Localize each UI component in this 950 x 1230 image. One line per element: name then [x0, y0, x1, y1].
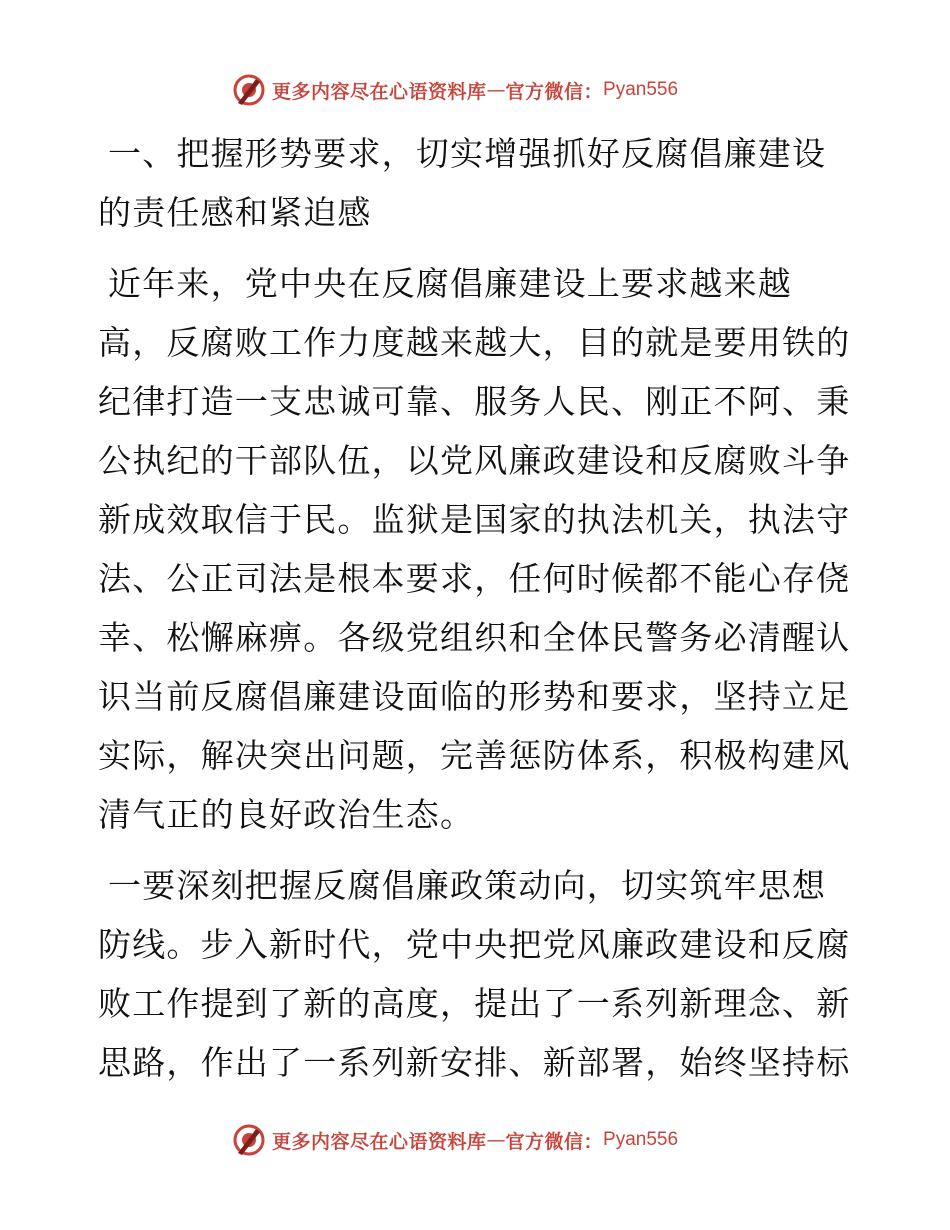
- paragraph-line: 公执纪的干部队伍，以党风廉政建设和反腐败斗争: [98, 441, 851, 480]
- heading-line: 一、把握形势要求，切实增强抓好反腐倡廉建设: [108, 134, 827, 173]
- paragraph-line: 近年来，党中央在反腐倡廉建设上要求越来越: [108, 264, 792, 303]
- paragraph-line: 思路，作出了一系列新安排、新部署，始终坚持标: [98, 1043, 851, 1082]
- paragraph-line: 一要深刻把握反腐倡廉政策动向，切实筑牢思想: [108, 866, 827, 905]
- paragraph-line: 识当前反腐倡廉建设面临的形势和要求，坚持立足: [98, 677, 851, 716]
- paragraph-line: 清气正的良好政治生态。: [98, 795, 475, 834]
- paragraph-line: 实际，解决突出问题，完善惩防体系，积极构建风: [98, 736, 851, 775]
- section-heading: [98, 124, 858, 242]
- watermark-wechat-id: Pyan556: [603, 1129, 679, 1150]
- watermark-text: 更多内容尽在心语资料库: [272, 80, 487, 103]
- paragraph-line: 败工作提到了新的高度，提出了一系列新理念、新: [98, 984, 851, 1023]
- document-body: [98, 124, 858, 1104]
- heading-line: 的责任感和紧迫感: [98, 193, 372, 232]
- quill-seal-icon: [232, 73, 266, 107]
- paragraph-line: 幸、松懈麻痹。各级党组织和全体民警务必清醒认: [98, 618, 851, 657]
- paragraph-1: [98, 254, 858, 844]
- watermark-text: 更多内容尽在心语资料库: [272, 1130, 487, 1153]
- quill-seal-icon: [232, 1123, 266, 1157]
- footer-watermark: [232, 1122, 712, 1158]
- paragraph-line: 防线。步入新时代，党中央把党风廉政建设和反腐: [98, 925, 851, 964]
- paragraph-line: 高，反腐败工作力度越来越大，目的就是要用铁的: [98, 323, 851, 362]
- header-watermark: [232, 72, 712, 108]
- paragraph-line: 纪律打造一支忠诚可靠、服务人民、刚正不阿、秉: [98, 382, 851, 421]
- watermark-separator: —: [486, 1129, 506, 1151]
- paragraph-line: 新成效取信于民。监狱是国家的执法机关，执法守: [98, 500, 851, 539]
- paragraph-line: 法、公正司法是根本要求，任何时候都不能心存侥: [98, 559, 851, 598]
- watermark-label: 官方微信：: [505, 1130, 604, 1153]
- watermark-separator: —: [486, 79, 506, 101]
- paragraph-2: [98, 856, 858, 1092]
- watermark-wechat-id: Pyan556: [603, 79, 679, 100]
- watermark-label: 官方微信：: [505, 80, 604, 103]
